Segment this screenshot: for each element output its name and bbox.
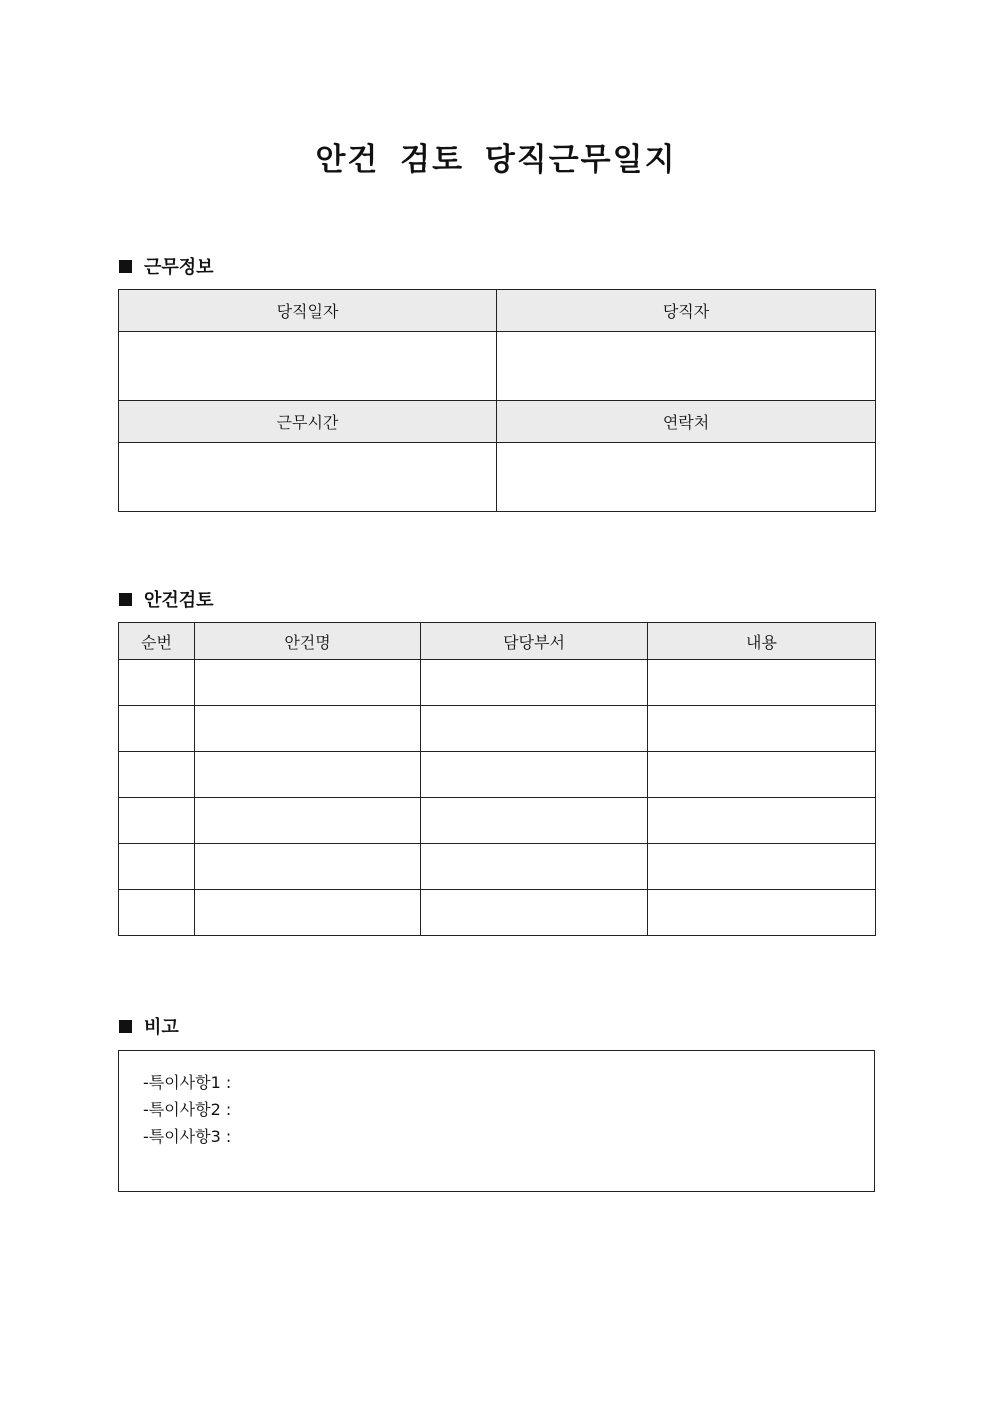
column-header-content: 내용 xyxy=(648,623,876,660)
table-cell[interactable] xyxy=(195,844,421,890)
table-cell[interactable] xyxy=(119,752,195,798)
contact-cell[interactable] xyxy=(497,443,876,512)
table-cell[interactable] xyxy=(119,660,195,706)
section-heading-agenda xyxy=(119,586,214,612)
table-cell[interactable] xyxy=(421,844,648,890)
table-row xyxy=(119,798,876,844)
square-bullet-icon xyxy=(119,593,132,606)
table-cell[interactable] xyxy=(119,890,195,936)
section-heading-work-info xyxy=(119,253,214,279)
label-duty-officer: 당직자 xyxy=(497,290,876,332)
table-cell[interactable] xyxy=(195,798,421,844)
table-cell[interactable] xyxy=(648,660,876,706)
column-header-number: 순번 xyxy=(119,623,195,660)
section-title-agenda: 안건검토 xyxy=(144,590,214,611)
label-work-hours: 근무시간 xyxy=(119,401,497,443)
label-duty-date: 당직일자 xyxy=(119,290,497,332)
table-cell[interactable] xyxy=(195,752,421,798)
remark-line: -특이사항2 : xyxy=(143,1100,232,1119)
table-cell[interactable] xyxy=(648,890,876,936)
table-cell[interactable] xyxy=(421,798,648,844)
duty-date-cell[interactable] xyxy=(119,332,497,401)
square-bullet-icon xyxy=(119,1020,132,1033)
duty-officer-cell[interactable] xyxy=(497,332,876,401)
page-title: 안건 검토 당직근무일지 xyxy=(315,142,677,178)
section-title-work-info: 근무정보 xyxy=(144,257,214,278)
remarks-box[interactable] xyxy=(118,1050,875,1192)
column-header-department: 담당부서 xyxy=(421,623,648,660)
section-heading-remarks xyxy=(119,1013,179,1039)
table-cell[interactable] xyxy=(119,844,195,890)
table-cell[interactable] xyxy=(421,660,648,706)
table-row xyxy=(119,752,876,798)
table-cell[interactable] xyxy=(648,752,876,798)
table-cell[interactable] xyxy=(195,890,421,936)
table-cell[interactable] xyxy=(421,752,648,798)
table-cell[interactable] xyxy=(195,660,421,706)
label-contact: 연락처 xyxy=(497,401,876,443)
table-cell[interactable] xyxy=(119,706,195,752)
table-cell[interactable] xyxy=(648,844,876,890)
table-row xyxy=(119,706,876,752)
table-row xyxy=(119,660,876,706)
table-cell[interactable] xyxy=(421,706,648,752)
square-bullet-icon xyxy=(119,260,132,273)
table-cell[interactable] xyxy=(648,706,876,752)
table-row xyxy=(119,844,876,890)
table-cell[interactable] xyxy=(119,798,195,844)
work-hours-cell[interactable] xyxy=(119,443,497,512)
table-cell[interactable] xyxy=(421,890,648,936)
remark-line: -특이사항3 : xyxy=(143,1127,232,1146)
agenda-table xyxy=(118,622,876,936)
table-cell[interactable] xyxy=(648,798,876,844)
column-header-agenda-name: 안건명 xyxy=(195,623,421,660)
section-title-remarks: 비고 xyxy=(144,1017,179,1038)
remark-line: -특이사항1 : xyxy=(143,1073,232,1092)
work-info-table xyxy=(118,289,876,512)
table-cell[interactable] xyxy=(195,706,421,752)
table-row xyxy=(119,890,876,936)
